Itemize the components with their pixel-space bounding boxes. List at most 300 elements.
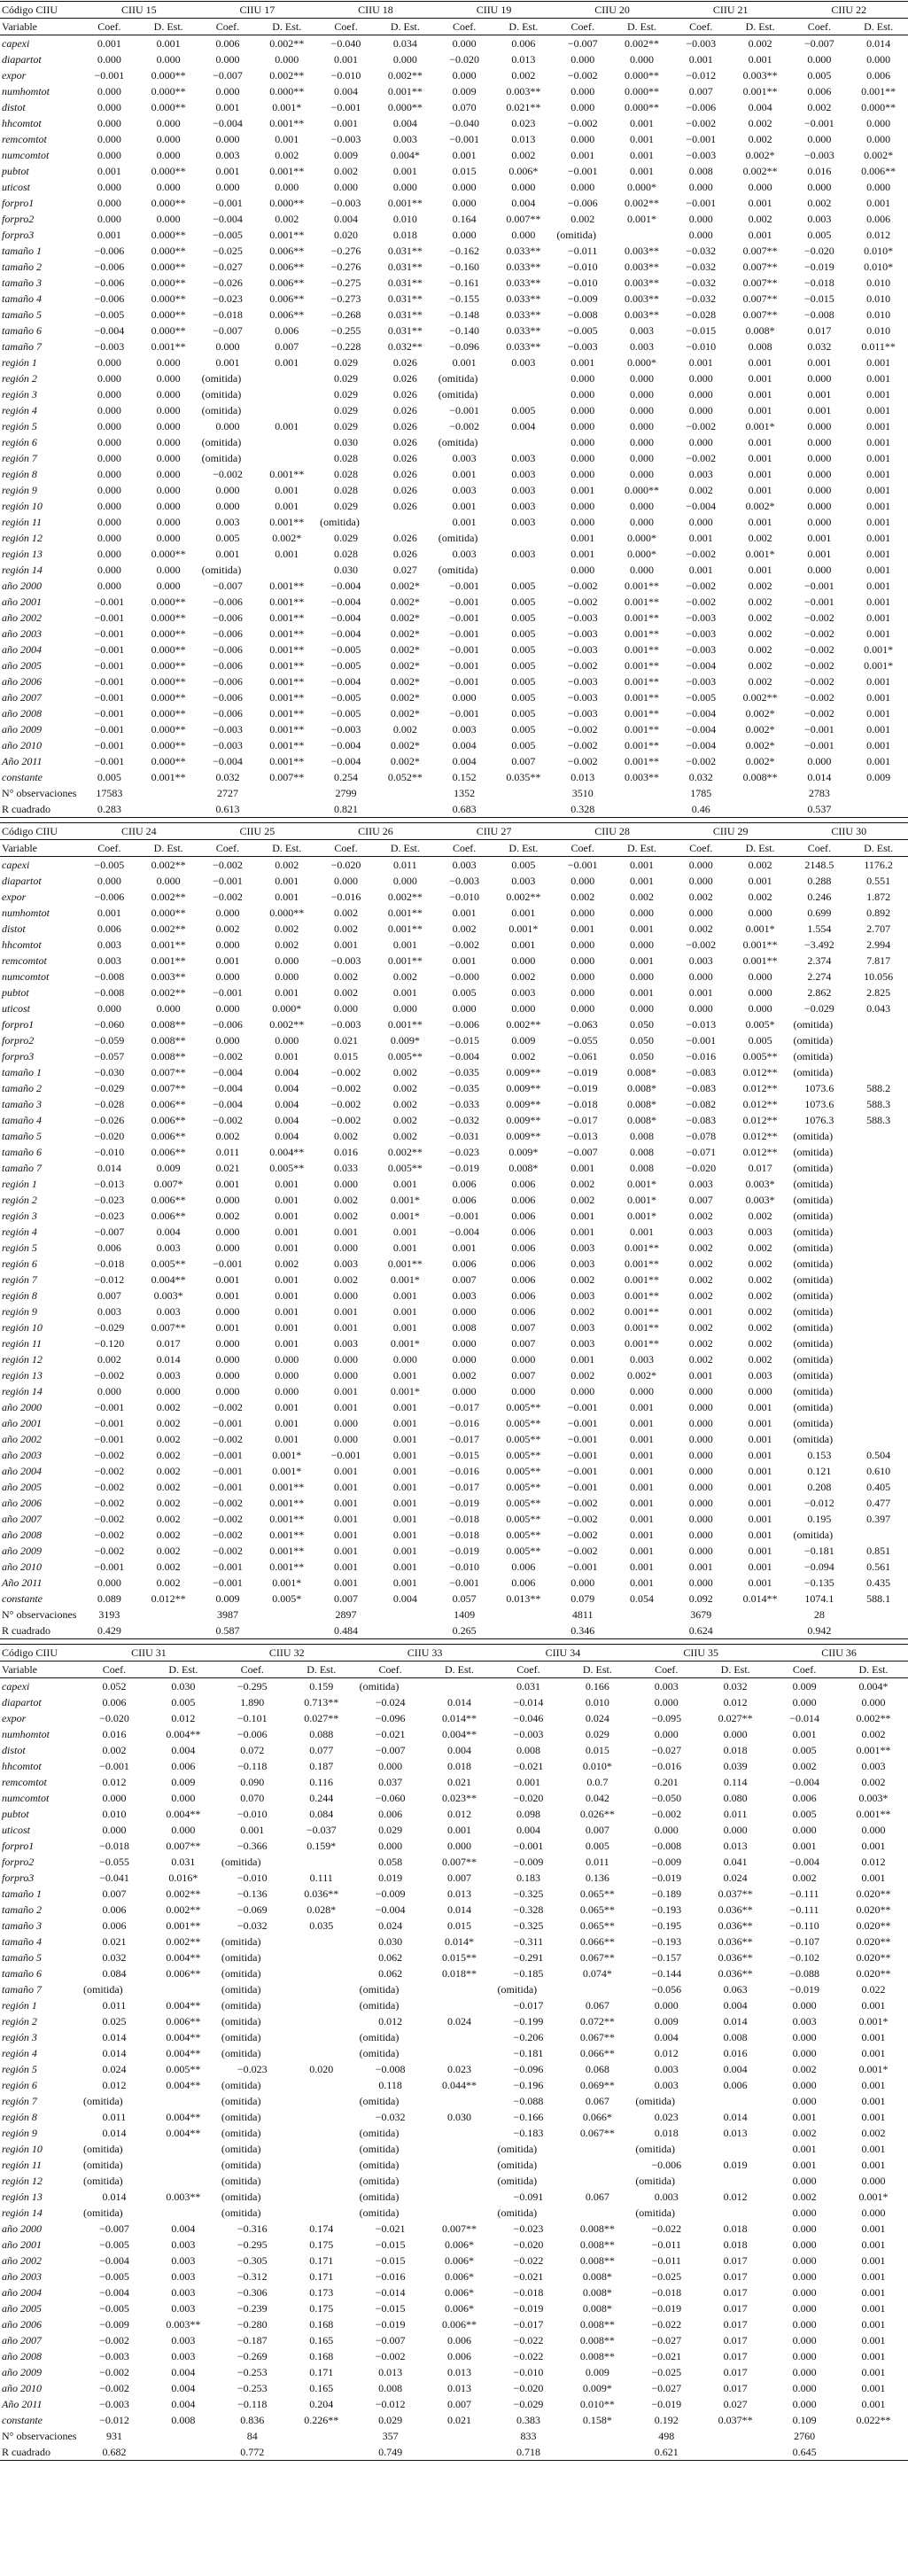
se-cell: 0.013 — [511, 133, 536, 145]
se-cell: 0.551 — [866, 875, 891, 887]
se-cell: 0.007 — [511, 1321, 536, 1334]
coef-cell: 0.015 — [452, 165, 477, 177]
table-row — [0, 1463, 908, 1479]
se-cell: 0.000 — [156, 404, 181, 416]
se-cell: 0.002* — [390, 643, 420, 656]
coef-cell: 0.000 — [215, 420, 240, 432]
coef-cell: 1074.1 — [804, 1592, 834, 1605]
variable-name: Año 2011 — [2, 1576, 43, 1589]
coef-cell: 0.000 — [688, 372, 713, 385]
se-cell: 0.003 — [171, 2254, 196, 2267]
omitted-cell: (omitida) — [359, 2191, 400, 2203]
se-cell: 0.001 — [629, 922, 654, 935]
table-row — [0, 801, 908, 818]
table-row — [0, 115, 908, 131]
se-cell: 0.000 — [156, 532, 181, 544]
variable-name: forpro1 — [2, 197, 35, 209]
variable-name: N° observaciones — [2, 787, 77, 799]
se-cell: 0.000 — [156, 875, 181, 887]
coef-cell: 0.000 — [792, 2222, 817, 2235]
se-cell: 0.017 — [723, 2382, 748, 2394]
se-cell: 0.001** — [624, 1273, 659, 1286]
se-cell — [701, 2444, 770, 2461]
omitted-cell: (omitida) — [359, 1999, 400, 2012]
variable-name: forpro2 — [2, 213, 35, 225]
se-cell: 0.054 — [629, 1592, 654, 1605]
ciiu-column-header: CIIU 27 — [435, 823, 554, 840]
table-row — [0, 179, 908, 195]
se-cell: 0.001 — [392, 1576, 417, 1589]
se-cell — [612, 1623, 671, 1639]
variable-name: región 3 — [2, 388, 37, 401]
se-cell: 0.001* — [390, 1273, 420, 1286]
coef-cell: 0.014 — [102, 2047, 127, 2059]
se-cell: 0.002 — [748, 859, 772, 871]
se-cell: 0.001 — [861, 2366, 886, 2378]
coef-cell: −0.014 — [513, 1696, 544, 1708]
coef-cell: 0.000 — [215, 1226, 240, 1238]
coef-label: Coef. — [435, 19, 494, 35]
se-cell: 0.008** — [579, 2318, 615, 2331]
omitted-cell: (omitida) — [201, 388, 242, 401]
se-cell: 0.001 — [392, 1417, 417, 1429]
variable-name: región 1 — [2, 1999, 37, 2012]
coef-cell: 0.002 — [334, 1194, 359, 1206]
coef-cell: 0.007 — [452, 1273, 477, 1286]
coef-cell: −0.001 — [213, 986, 243, 999]
se-cell: 0.005 — [511, 659, 536, 672]
se-cell: 0.002 — [156, 1545, 181, 1557]
se-cell: 0.166 — [585, 1680, 609, 1693]
omitted-cell: (omitida) — [221, 2143, 261, 2155]
se-label: D. Est. — [149, 1662, 218, 1678]
variable-name: tamaño 7 — [2, 1162, 42, 1174]
coef-cell: 0.001 — [215, 356, 240, 369]
coef-cell: −0.004 — [213, 213, 243, 225]
se-cell: 0.001* — [390, 1194, 420, 1206]
variable-name: numcomtot — [2, 149, 50, 161]
se-cell: 0.027** — [304, 1712, 339, 1724]
coef-cell: 0.001 — [452, 1241, 477, 1254]
se-cell: 0.001** — [269, 723, 305, 735]
coef-cell: −0.002 — [213, 859, 243, 871]
se-cell: 0.020** — [856, 1935, 891, 1948]
se-cell: 0.003 — [511, 500, 536, 512]
coef-cell: 0.000 — [688, 1002, 713, 1015]
coef-cell: −0.275 — [330, 276, 361, 289]
coef-cell: 0.006 — [452, 1257, 477, 1270]
coef-cell: −0.276 — [330, 245, 361, 257]
se-cell: 0.001** — [387, 1018, 423, 1031]
se-cell: 0.000** — [387, 101, 423, 113]
coef-cell: −0.101 — [237, 1712, 268, 1724]
se-cell: 0.003** — [624, 308, 659, 321]
coef-cell: −0.181 — [513, 2047, 544, 2059]
coef-cell: −0.001 — [94, 595, 125, 608]
se-cell: 0.004* — [858, 1680, 889, 1693]
coef-cell: −0.002 — [803, 707, 834, 720]
coef-cell: −0.312 — [237, 2270, 268, 2283]
coef-cell: 0.001 — [688, 1560, 713, 1573]
coef-cell: −0.002 — [330, 1082, 361, 1094]
coef-cell: −0.006 — [94, 261, 125, 273]
coef-cell: 0.346 — [553, 1623, 612, 1639]
variable-name: hhcomtot — [2, 938, 42, 951]
coef-cell: −0.325 — [513, 1887, 544, 1900]
coef-cell: −0.006 — [686, 101, 717, 113]
table-row — [0, 307, 908, 323]
coef-cell: −0.019 — [803, 261, 834, 273]
omitted-cell: (omitida) — [793, 1417, 834, 1429]
se-cell: 0.011 — [723, 1808, 748, 1820]
se-cell: 0.477 — [866, 1497, 891, 1509]
se-cell: 0.001** — [387, 197, 423, 209]
coef-cell: 0.001 — [334, 938, 359, 951]
coef-cell: 0.002 — [807, 197, 832, 209]
se-cell: 0.001* — [272, 1449, 302, 1461]
omitted-cell: (omitida) — [793, 1018, 834, 1031]
coef-cell: −0.019 — [449, 1497, 480, 1509]
coef-cell: 0.058 — [378, 1856, 403, 1868]
se-cell: 0.080 — [723, 1792, 748, 1804]
coef-cell: 0.030 — [334, 436, 359, 448]
se-cell: 0.002** — [151, 859, 186, 871]
coef-cell: −0.016 — [651, 1760, 682, 1772]
coef-cell: −0.019 — [651, 2398, 682, 2410]
coef-cell: 0.001 — [807, 548, 832, 560]
coef-cell: −0.003 — [567, 675, 598, 688]
variable-name: forpro3 — [2, 1050, 35, 1062]
coef-cell: 0.000 — [334, 1433, 359, 1445]
table-row — [0, 1774, 908, 1790]
coef-label: Coef. — [316, 840, 376, 857]
se-cell: 0.001 — [392, 1545, 417, 1557]
coef-cell: −0.008 — [375, 2063, 406, 2075]
se-cell: 0.001 — [392, 1305, 417, 1318]
coef-cell: 0.001 — [688, 1305, 713, 1318]
coef-cell: 0.002 — [688, 1241, 713, 1254]
omitted-cell: (omitida) — [359, 1983, 400, 1996]
coef-cell: −0.001 — [803, 739, 834, 751]
se-label: D. Est. — [139, 840, 198, 857]
se-cell: 7.817 — [866, 954, 891, 967]
variable-name: uticost — [2, 1824, 30, 1836]
coef-cell: 0.000 — [688, 229, 713, 241]
variable-name: forpro1 — [2, 1018, 35, 1031]
coef-cell: −0.195 — [651, 1919, 682, 1932]
coef-cell: −0.135 — [803, 1576, 834, 1589]
se-cell: 0.033** — [506, 340, 541, 353]
coef-cell: −0.001 — [449, 675, 480, 688]
table-row — [0, 578, 908, 594]
coef-cell: −0.055 — [567, 1034, 598, 1047]
se-cell: 0.002* — [745, 149, 775, 161]
table-row — [0, 1431, 908, 1447]
se-cell: 0.002 — [511, 970, 536, 983]
se-cell: 0.008* — [626, 1098, 656, 1110]
coef-cell: 0.003 — [334, 1257, 359, 1270]
variable-name: región 13 — [2, 2191, 43, 2203]
coef-cell: 0.025 — [102, 2015, 127, 2027]
table-row — [0, 984, 908, 1000]
coef-cell: 0.000 — [452, 69, 477, 82]
coef-cell: 0.003 — [97, 938, 121, 951]
se-cell: 0.001* — [745, 922, 775, 935]
se-cell: 0.042 — [585, 1792, 609, 1804]
coef-cell: −0.004 — [330, 755, 361, 767]
se-cell: 0.002 — [392, 970, 417, 983]
table-row — [0, 1367, 908, 1383]
se-cell: 0.006* — [445, 2238, 475, 2251]
coef-cell: −0.035 — [449, 1066, 480, 1078]
coef-cell: 0.003 — [688, 1226, 713, 1238]
se-cell: 588.1 — [866, 1592, 891, 1605]
se-label: D. Est. — [257, 840, 316, 857]
se-cell: 1.872 — [866, 891, 891, 903]
coef-cell: 0.020 — [334, 229, 359, 241]
table-row — [0, 2045, 908, 2061]
coef-cell: 2783 — [808, 787, 830, 799]
table-row — [0, 2364, 908, 2380]
variable-name: año 2000 — [2, 2222, 42, 2235]
table-row — [0, 2300, 908, 2316]
se-cell: 0.017 — [723, 2270, 748, 2283]
se-cell: 0.001 — [748, 1497, 772, 1509]
se-cell: 0.008** — [579, 2350, 615, 2362]
coef-cell: −0.020 — [449, 53, 480, 66]
variable-name: tamaño 5 — [2, 1951, 42, 1964]
se-cell: 0.001 — [629, 1401, 654, 1413]
se-cell: 0.001 — [866, 388, 891, 401]
se-cell: 0.000 — [629, 452, 654, 464]
variable-name: región 4 — [2, 2047, 37, 2059]
variable-name: año 2009 — [2, 2366, 42, 2378]
se-label: D. Est. — [139, 19, 198, 35]
variable-name: hhcomtot — [2, 117, 42, 129]
variable-name: región 13 — [2, 1369, 43, 1381]
variable-name: numhomtot — [2, 907, 50, 919]
table-row — [0, 1822, 908, 1838]
coef-cell: 0.000 — [570, 986, 595, 999]
coef-cell: −0.005 — [213, 229, 243, 241]
ciiu-column-header: CIIU 29 — [671, 823, 790, 840]
se-cell: 0.021** — [506, 101, 541, 113]
coef-cell: −0.003 — [686, 627, 717, 640]
coef-cell: −0.035 — [449, 1082, 480, 1094]
se-cell: 0.001** — [269, 516, 305, 528]
regression-table-1 — [0, 1, 908, 818]
se-cell: 0.000 — [723, 1824, 748, 1836]
se-cell: 0.001 — [748, 229, 772, 241]
coef-cell: −0.019 — [375, 2318, 406, 2331]
se-cell: 0.000** — [151, 627, 186, 640]
coef-cell: −0.269 — [237, 2350, 268, 2362]
variable-name: R cuadrado — [0, 801, 80, 818]
coef-cell: 0.012 — [102, 1776, 127, 1788]
coef-cell: −0.004 — [330, 595, 361, 608]
coef-cell: −0.004 — [213, 117, 243, 129]
coef-cell: −0.001 — [449, 133, 480, 145]
coef-cell: 0.000 — [792, 2398, 817, 2410]
se-cell: 2.825 — [866, 986, 891, 999]
coef-cell: −0.002 — [94, 1369, 125, 1381]
table-row — [0, 1934, 908, 1950]
se-cell: 0.000 — [866, 133, 891, 145]
variable-name: año 2001 — [2, 1417, 42, 1429]
coef-cell: −0.001 — [567, 1481, 598, 1493]
coef-cell: 0.613 — [198, 801, 258, 818]
se-cell: 0.031** — [387, 245, 423, 257]
se-cell: 0.009** — [506, 1082, 541, 1094]
coef-cell: −0.001 — [803, 117, 834, 129]
se-cell: 0.002* — [864, 149, 894, 161]
variable-name: región 9 — [2, 484, 37, 496]
se-label: D. Est. — [287, 1662, 356, 1678]
coef-cell: −0.001 — [449, 707, 480, 720]
se-cell: 0.002** — [387, 891, 423, 903]
coef-cell: 0.000 — [97, 197, 121, 209]
coef-cell: −0.181 — [803, 1545, 834, 1557]
se-cell: 0.077 — [309, 1744, 334, 1756]
se-cell: 0.001 — [392, 938, 417, 951]
coef-cell: −0.003 — [330, 954, 361, 967]
variable-name: región 7 — [2, 1273, 37, 1286]
coef-cell: −0.002 — [567, 117, 598, 129]
table-row — [0, 1902, 908, 1918]
variable-name: constante — [2, 1592, 43, 1605]
se-cell: 0.003* — [745, 1178, 775, 1190]
coef-cell: −0.040 — [330, 37, 361, 50]
se-cell: 0.008* — [508, 1162, 539, 1174]
se-cell: 0.003** — [624, 292, 659, 305]
coef-cell: 0.000 — [334, 875, 359, 887]
se-cell: 0.065** — [579, 1887, 615, 1900]
se-cell: 0.001 — [866, 739, 891, 751]
se-cell: 0.006* — [445, 2302, 475, 2315]
se-cell: 0.001 — [866, 564, 891, 576]
omitted-cell: (omitida) — [793, 1369, 834, 1381]
se-cell: 0.002** — [269, 69, 305, 82]
coef-cell: 0.028 — [334, 452, 359, 464]
se-cell: 0.004 — [392, 117, 417, 129]
coef-cell: −0.003 — [213, 723, 243, 735]
se-cell: 0.001 — [275, 484, 299, 496]
coef-cell: −0.010 — [94, 1146, 125, 1158]
se-cell: 0.015** — [442, 1951, 477, 1964]
se-cell: 0.001 — [629, 986, 654, 999]
coef-cell: 0.062 — [378, 1951, 403, 1964]
se-cell: 0.001 — [748, 372, 772, 385]
coef-cell: −0.010 — [567, 276, 598, 289]
se-cell: 0.002 — [511, 69, 536, 82]
table-row — [0, 498, 908, 514]
se-cell: 0.031** — [387, 308, 423, 321]
coef-cell: 0.000 — [452, 181, 477, 193]
coef-cell: 0.000 — [688, 404, 713, 416]
se-cell: 0.000 — [156, 580, 181, 592]
se-cell: 0.000 — [748, 907, 772, 919]
coef-cell: −0.019 — [513, 2302, 544, 2315]
coef-cell: −0.007 — [567, 37, 598, 50]
se-cell: 0.001** — [742, 938, 778, 951]
se-cell: 0.002 — [275, 213, 299, 225]
se-cell: 0.014 — [866, 37, 891, 50]
table-row — [0, 546, 908, 562]
se-cell: 0.003** — [624, 245, 659, 257]
coef-cell: 0.000 — [97, 356, 121, 369]
se-cell: 0.001 — [275, 133, 299, 145]
coef-cell: 0.000 — [97, 213, 121, 225]
se-cell: 0.008* — [745, 324, 775, 337]
se-cell: 0.037** — [718, 1887, 753, 1900]
coef-cell: 0.016 — [807, 165, 832, 177]
coef-cell: −0.017 — [567, 1114, 598, 1126]
coef-cell: −0.002 — [330, 1098, 361, 1110]
se-cell: 0.002 — [748, 675, 772, 688]
se-cell: 0.002* — [390, 611, 420, 624]
se-cell: 0.001 — [392, 1401, 417, 1413]
se-cell: 0.017 — [723, 2302, 748, 2315]
se-cell: 0.001 — [866, 452, 891, 464]
coef-cell: 0.000 — [792, 2318, 817, 2331]
se-cell: 0.004** — [166, 2079, 201, 2091]
se-cell: 0.013 — [447, 2366, 472, 2378]
coef-cell: 0.000 — [807, 436, 832, 448]
se-cell — [731, 1607, 790, 1623]
coef-cell: 0.000 — [570, 181, 595, 193]
coef-cell: −0.002 — [99, 2334, 129, 2346]
coef-cell: −0.027 — [651, 2382, 682, 2394]
coef-cell: −0.002 — [213, 1433, 243, 1445]
coef-cell: −0.069 — [237, 1903, 268, 1916]
se-cell: 0.000** — [151, 85, 186, 97]
coef-cell: −0.162 — [449, 245, 480, 257]
coef-cell: 0.000 — [570, 452, 595, 464]
se-cell: 0.397 — [866, 1513, 891, 1525]
coef-cell: −0.022 — [513, 2254, 544, 2267]
se-cell: 0.001 — [861, 2382, 886, 2394]
coef-cell: 0.645 — [770, 2444, 839, 2461]
coef-cell: 0.000 — [807, 452, 832, 464]
coef-cell: −0.316 — [237, 2222, 268, 2235]
coef-cell: 0.000 — [97, 1385, 121, 1397]
coef-cell: 0.032 — [688, 771, 713, 783]
se-cell: 0.026 — [392, 452, 417, 464]
coef-cell: 0.001 — [570, 356, 595, 369]
coef-cell: −0.002 — [567, 1513, 598, 1525]
coef-cell: 0.000 — [215, 133, 240, 145]
se-cell: 0.012 — [171, 1712, 196, 1724]
omitted-cell: (omitida) — [359, 2127, 400, 2139]
table-row — [0, 147, 908, 163]
coef-cell: −0.017 — [449, 1481, 480, 1493]
table-row — [0, 434, 908, 450]
se-cell: 0.006 — [511, 1257, 536, 1270]
se-cell: 0.000** — [151, 324, 186, 337]
variable-name: año 2007 — [2, 1513, 42, 1525]
table-row — [0, 1511, 908, 1527]
coef-cell: 0.018 — [654, 2127, 679, 2139]
se-cell: 0.002 — [156, 1513, 181, 1525]
se-cell: 0.014 — [723, 2111, 748, 2123]
coef-cell: 0.772 — [218, 2444, 287, 2461]
se-cell: 0.001 — [866, 691, 891, 704]
variable-name: forpro3 — [2, 1872, 35, 1884]
se-cell: 0.000 — [511, 229, 536, 241]
table-row — [0, 51, 908, 67]
se-cell: 0.029 — [585, 1728, 609, 1740]
variable-name: región 2 — [2, 2015, 37, 2027]
